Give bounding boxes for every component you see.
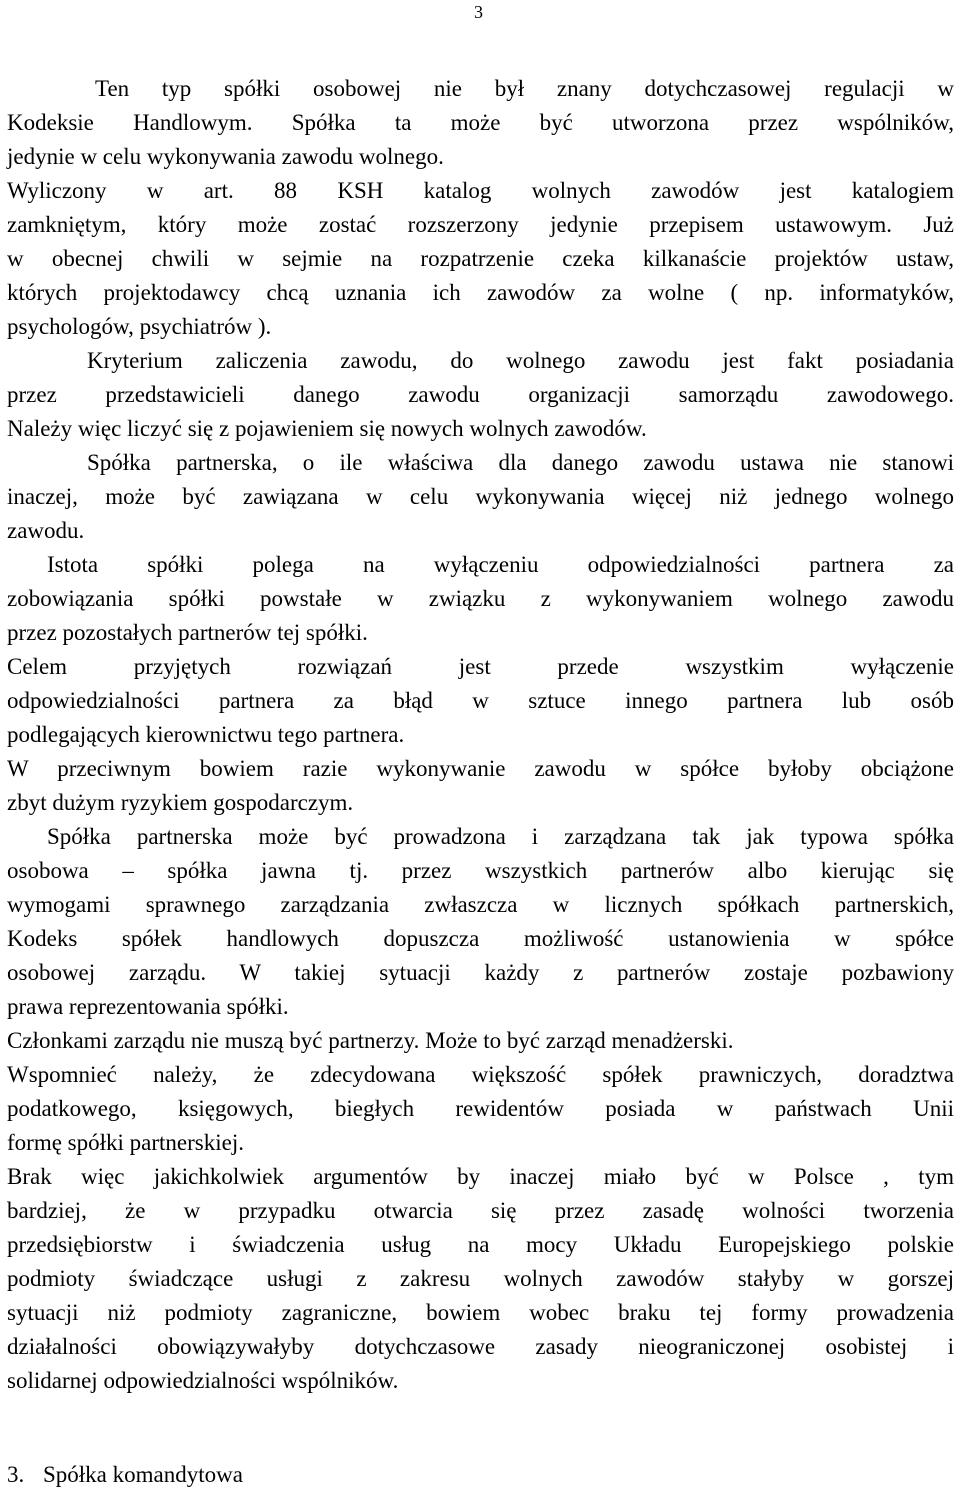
text-line: Kodeksie Handlowym. Spółka ta może być utworzona przez wspólników, xyxy=(7,110,954,135)
text-line: Wyliczony w art. 88 KSH katalog wolnych zawodów jest katalogiem xyxy=(7,178,954,203)
text-line: podlegających kierownictwu tego partnera. xyxy=(7,722,405,747)
text-line: jedynie w celu wykonywania zawodu wolnego. xyxy=(7,144,444,169)
text-line: osobowa – spółka jawna tj. przez wszystkich partnerów albo kierując się xyxy=(7,858,954,883)
section-number: 3. xyxy=(7,1462,25,1487)
text-line: Ten typ spółki osobowej nie był znany dotychczasowej regulacji w xyxy=(95,76,954,101)
text-line: których projektodawcy chcą uznania ich zawodów za wolne ( np. informatyków, xyxy=(7,280,954,305)
text-line: przez przedstawicieli danego zawodu organizacji samorządu zawodowego. xyxy=(7,382,954,407)
text-line: formę spółki partnerskiej. xyxy=(7,1130,244,1155)
document-body xyxy=(7,72,954,1398)
text-line: inaczej, może być zawiązana w celu wykonywania więcej niż jednego wolnego xyxy=(7,484,954,509)
text-line: zbyt dużym ryzykiem gospodarczym. xyxy=(7,790,354,815)
text-line: sytuacji niż podmioty zagraniczne, bowiem wobec braku tej formy prowadzenia xyxy=(7,1300,954,1325)
text-line: Wspomnieć należy, że zdecydowana większość spółek prawniczych, doradztwa xyxy=(7,1062,954,1087)
text-line: Brak więc jakichkolwiek argumentów by inaczej miało być w Polsce , tym xyxy=(7,1164,954,1189)
text-line: działalności obowiązywałyby dotychczasowe zasady nieograniczonej osobistej i xyxy=(7,1334,954,1359)
text-line: osobowej zarządu. W takiej sytuacji każdy z partnerów zostaje pozbawiony xyxy=(7,960,954,985)
text-line: wymogami sprawnego zarządzania zwłaszcza w licznych spółkach partnerskich, xyxy=(7,892,954,917)
page-number: 3 xyxy=(474,2,483,22)
text-line: zobowiązania spółki powstałe w związku z wykonywaniem wolnego zawodu xyxy=(7,586,954,611)
section-title: Spółka komandytowa xyxy=(43,1462,243,1487)
text-line: psychologów, psychiatrów ). xyxy=(7,314,272,339)
text-line: podatkowego, księgowych, biegłych rewidentów posiada w państwach Unii xyxy=(7,1096,954,1121)
section-heading xyxy=(7,1458,243,1492)
text-line: zamkniętym, który może zostać rozszerzony jedynie przepisem ustawowym. Już xyxy=(7,212,954,237)
text-line: Spółka partnerska może być prowadzona i zarządzana tak jak typowa spółka xyxy=(47,824,954,849)
text-line: w obecnej chwili w sejmie na rozpatrzenie czeka kilkanaście projektów ustaw, xyxy=(7,246,954,271)
text-line: prawa reprezentowania spółki. xyxy=(7,994,289,1019)
text-line: W przeciwnym bowiem razie wykonywanie zawodu w spółce byłoby obciążone xyxy=(7,756,954,781)
text-line: solidarnej odpowiedzialności wspólników. xyxy=(7,1368,399,1393)
text-line: Kryterium zaliczenia zawodu, do wolnego zawodu jest fakt posiadania xyxy=(87,348,954,373)
text-line: bardziej, że w przypadku otwarcia się przez zasadę wolności tworzenia xyxy=(7,1198,954,1223)
text-line: Istota spółki polega na wyłączeniu odpowiedzialności partnera za xyxy=(47,552,954,577)
text-line: Kodeks spółek handlowych dopuszcza możliwość ustanowienia w spółce xyxy=(7,926,954,951)
text-line: przez pozostałych partnerów tej spółki. xyxy=(7,620,368,645)
text-line: przedsiębiorstw i świadczenia usług na mocy Układu Europejskiego polskie xyxy=(7,1232,954,1257)
text-line: Członkami zarządu nie muszą być partnerzy. Może to być zarząd menadżerski. xyxy=(7,1028,734,1053)
text-line: Celem przyjętych rozwiązań jest przede wszystkim wyłączenie xyxy=(7,654,954,679)
text-line: Należy więc liczyć się z pojawieniem się nowych wolnych zawodów. xyxy=(7,416,647,441)
text-line: odpowiedzialności partnera za błąd w sztuce innego partnera lub osób xyxy=(7,688,954,713)
text-line: Spółka partnerska, o ile właściwa dla danego zawodu ustawa nie stanowi xyxy=(87,450,954,475)
text-line: zawodu. xyxy=(7,518,85,543)
text-line: podmioty świadczące usługi z zakresu wolnych zawodów stałyby w gorszej xyxy=(7,1266,954,1291)
